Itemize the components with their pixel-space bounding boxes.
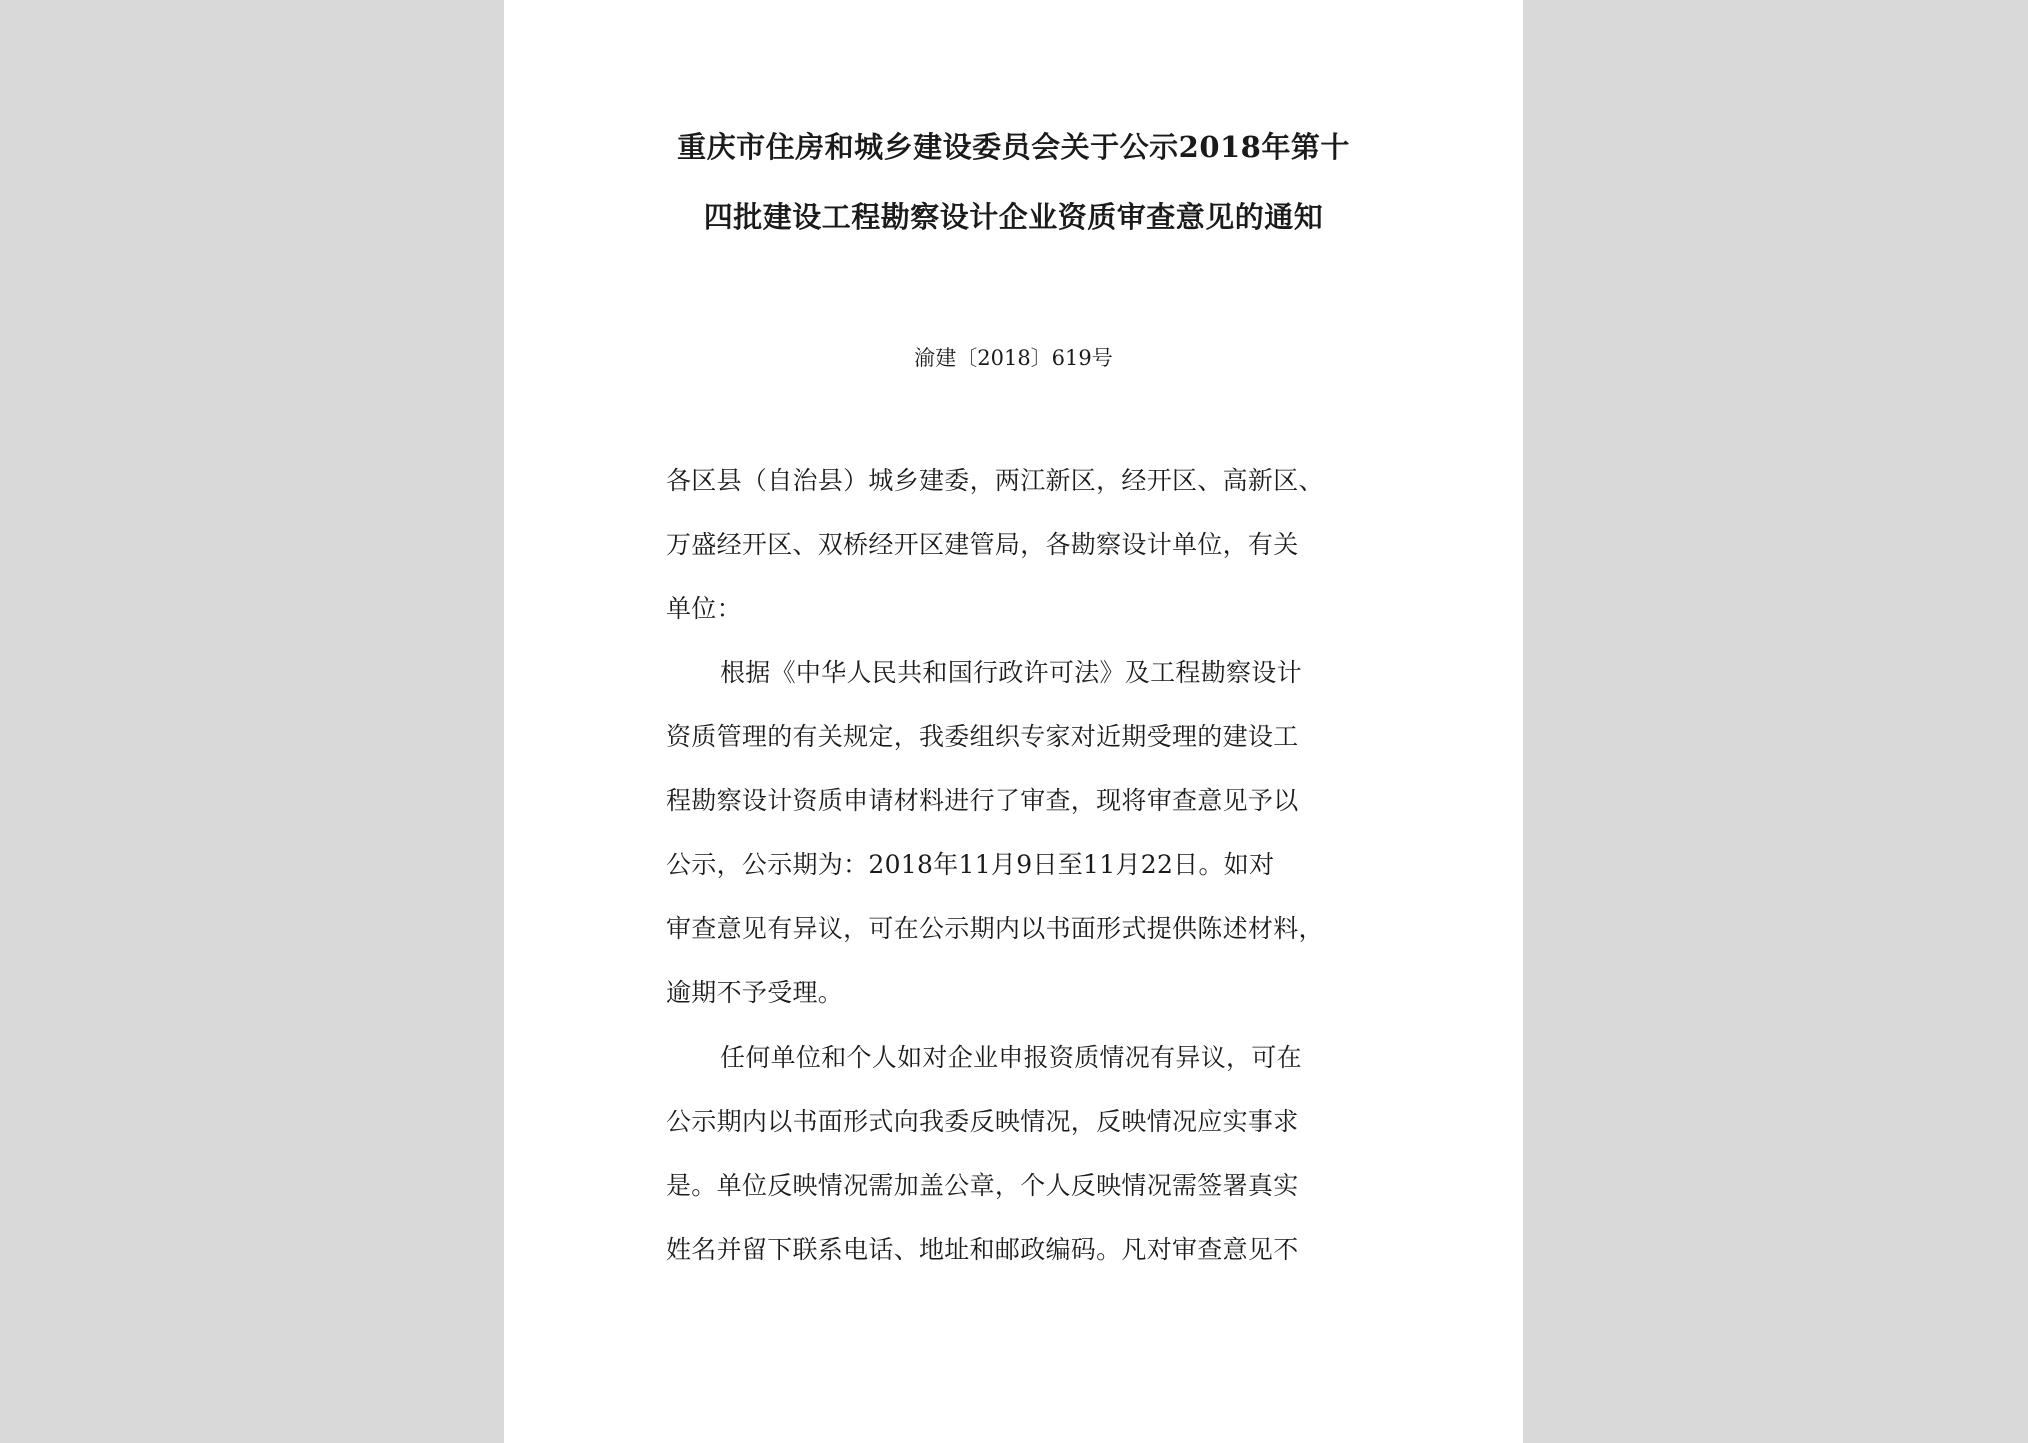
paragraph-1-line: 根据《中华人民共和国行政许可法》及工程勘察设计 — [720, 658, 1302, 687]
paragraph-1-line: 逾期不予受理。 — [666, 978, 844, 1007]
paragraph-1-line: 程勘察设计资质申请材料进行了审查，现将审查意见予以 — [666, 786, 1299, 815]
document-title-line-1: 重庆市住房和城乡建设委员会关于公示2018年第十 — [677, 130, 1350, 164]
paragraph-1-line: 审查意见有异议，可在公示期内以书面形式提供陈述材料， — [666, 914, 1324, 943]
document-page — [504, 0, 1523, 1443]
paragraph-1-line: 公示，公示期为：2018年11月9日至11月22日。如对 — [666, 850, 1275, 879]
addressee-line: 万盛经开区、双桥经开区建管局，各勘察设计单位，有关 — [666, 530, 1299, 559]
addressee-line: 各区县（自治县）城乡建委，两江新区，经开区、高新区、 — [666, 466, 1324, 495]
document-number: 渝建〔2018〕619号 — [914, 346, 1113, 370]
document-title-line-2: 四批建设工程勘察设计企业资质审查意见的通知 — [703, 200, 1324, 234]
paragraph-2-line: 公示期内以书面形式向我委反映情况，反映情况应实事求 — [666, 1107, 1299, 1136]
paragraph-1-line: 资质管理的有关规定，我委组织专家对近期受理的建设工 — [666, 722, 1299, 751]
paragraph-2-line: 是。单位反映情况需加盖公章，个人反映情况需签署真实 — [666, 1171, 1299, 1200]
paragraph-2-line: 任何单位和个人如对企业申报资质情况有异议，可在 — [720, 1043, 1302, 1072]
paragraph-2-line: 姓名并留下联系电话、地址和邮政编码。凡对审查意见不 — [666, 1235, 1299, 1264]
addressee-line: 单位： — [666, 594, 742, 623]
